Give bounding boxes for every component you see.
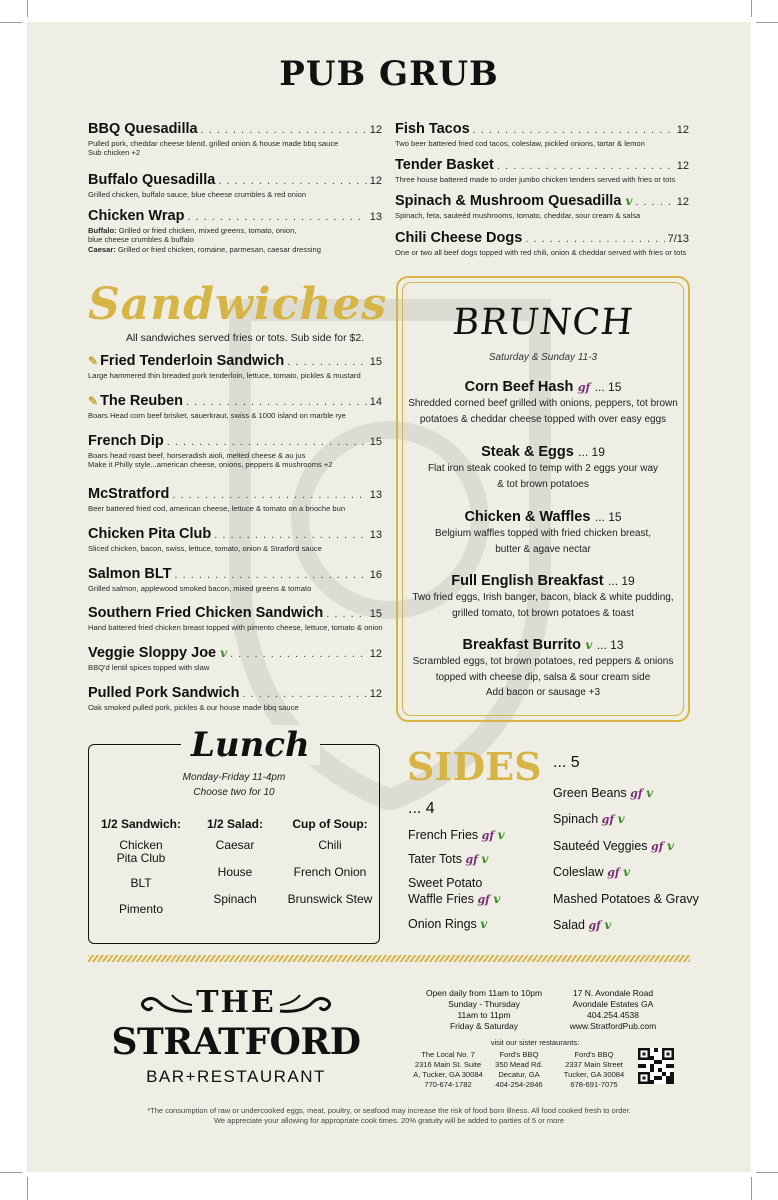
item-name: Fried Tenderloin Sandwich bbox=[100, 353, 285, 369]
menu-item-chicken-pita-club bbox=[88, 527, 382, 553]
item-price: 12 bbox=[676, 124, 689, 136]
side-mashed-potatoes: Mashed Potatoes & Gravy bbox=[553, 892, 699, 906]
pub-grub-title: PUB GRUB bbox=[279, 54, 499, 94]
sandwiches-subtitle: All sandwiches served fries or tots. Sub side for $2. bbox=[126, 332, 365, 344]
item-name: McStratford bbox=[88, 486, 170, 502]
sides-price-right: ... 5 bbox=[553, 754, 580, 771]
menu-item-chicken-wrap bbox=[88, 209, 382, 255]
disclaimer: *The consumption of raw or undercooked eggs, meat, poultry, or seafood may increase the risk of food born illness. All food cooked fresh to order. We appreciate your allowing for appropriate cook times. 20% gratuity will be added to parties of 5 or more bbox=[147, 1106, 631, 1126]
side-sauteed-veggies: Sauteéd Veggies gf v bbox=[553, 839, 674, 853]
item-desc: Pulled pork, cheddar cheese blend, grilled onion & house made bbq sauce Sub chicken +2 bbox=[88, 138, 339, 158]
brunch-item-breakfast-burrito: Breakfast Burrito v ... 13 Scrambled eggs, tot brown potatoes, red peppers & onions topped with cheese dip, salsa & sour cream side Add bacon or sausage +3 bbox=[412, 637, 674, 698]
vegan-icon: v bbox=[497, 828, 505, 842]
item-desc: Buffalo: Grilled or fried chicken, mixed greens, tomato, onion, blue cheese crumbles & buffalo Caesar: Grilled or fried chicken, romaine, parmesan, caesar dressing bbox=[88, 225, 321, 255]
sister-fords-bbq-tucker: Ford's BBQ 2337 Main Street Tucker, GA 30084 678-691-7075 bbox=[563, 1050, 625, 1089]
menu-item-salmon-blt bbox=[88, 567, 382, 593]
vegan-icon: v bbox=[646, 786, 654, 800]
swirl-right-icon bbox=[278, 991, 332, 1015]
side-green-beans: Green Beans gf v bbox=[553, 786, 654, 800]
menu-item-pulled-pork bbox=[88, 686, 382, 712]
vegan-icon: v bbox=[623, 865, 631, 879]
gluten-free-icon: gf bbox=[630, 787, 643, 800]
item-desc: Boars head roast beef, horseradish aioli, melted cheese & au jus Make it Philly style...american cheese, onions, peppers & mushrooms +2 bbox=[88, 450, 333, 470]
side-onion-rings: Onion Rings v bbox=[408, 917, 488, 931]
menu-item-fried-tenderloin bbox=[88, 354, 382, 380]
item-desc: Beer battered fried cod, american cheese, lettuce & tomato on a brioche bun bbox=[88, 503, 346, 513]
gluten-free-icon: gf bbox=[651, 840, 664, 853]
vegan-icon: v bbox=[480, 917, 488, 931]
item-price: 12 bbox=[676, 196, 689, 208]
item-price: 7/13 bbox=[667, 233, 689, 245]
vegan-icon: v bbox=[493, 891, 501, 906]
gluten-free-icon: gf bbox=[588, 919, 601, 932]
item-name: Pulled Pork Sandwich bbox=[88, 685, 240, 701]
side-tater-tots: Tater Tots gf v bbox=[408, 852, 489, 866]
vegan-icon: v bbox=[617, 812, 625, 826]
item-name: French Dip bbox=[88, 433, 164, 449]
gluten-free-icon: gf bbox=[607, 866, 620, 879]
brunch-item-steak-eggs: Steak & Eggs ... 19 Flat iron steak cooked to temp with 2 eggs your way & tot brown potatoes bbox=[427, 444, 659, 490]
item-price: 15 bbox=[369, 356, 382, 368]
item-desc: Grilled chicken, buffalo sauce, blue cheese crumbles & red onion bbox=[88, 189, 307, 199]
lunch-col-soup: Cup of Soup: Chili French Onion Brunswick Stew bbox=[287, 817, 373, 907]
item-name: Veggie Sloppy Joe bbox=[88, 645, 217, 661]
item-desc: Hand battered fried chicken breast topped with pimento cheese, lettuce, tomato & onion bbox=[88, 622, 383, 632]
lunch-box bbox=[88, 725, 380, 944]
gold-divider bbox=[88, 955, 690, 962]
side-french-fries: French Fries gf v bbox=[408, 828, 505, 842]
item-desc: BBQ'd lentil spices topped with slaw bbox=[88, 662, 210, 672]
sandwiches-title: Sandwiches bbox=[88, 279, 388, 330]
item-name: Spinach & Mushroom Quesadilla bbox=[395, 193, 622, 209]
address: 17 N. Avondale Road Avondale Estates GA 404.254.4538 www.StratfordPub.com bbox=[569, 988, 657, 1031]
vegan-icon: v bbox=[666, 839, 674, 853]
item-name: Southern Fried Chicken Sandwich bbox=[88, 605, 324, 621]
item-desc: Sliced chicken, bacon, swiss, lettuce, tomato, onion & Stratford sauce bbox=[88, 543, 322, 553]
menu-item-the-reuben bbox=[88, 394, 382, 420]
side-spinach: Spinach gf v bbox=[553, 812, 625, 826]
item-price: 14 bbox=[369, 396, 382, 408]
vegan-icon: v bbox=[220, 646, 228, 660]
item-price: 15 bbox=[369, 436, 382, 448]
item-price: 13 bbox=[369, 529, 382, 541]
gluten-free-icon: gf bbox=[465, 853, 478, 866]
item-price: 13 bbox=[369, 211, 382, 223]
item-name: Chicken Wrap bbox=[88, 208, 185, 224]
item-desc: Large hammered thin breaded pork tenderloin, lettuce, tomato, pickles & mustard bbox=[88, 370, 361, 380]
side-sweet-potato-waffle-fries: Sweet Potato Waffle Fries gf v bbox=[408, 876, 501, 906]
item-desc: Two beer battered fried cod tacos, coleslaw, pickled onions, tartar & lemon bbox=[395, 138, 645, 148]
lunch-subtitle: Monday-Friday 11-4pm Choose two for 10 bbox=[182, 772, 286, 798]
menu-item-bbq-quesadilla bbox=[88, 122, 382, 158]
vegan-icon: v bbox=[625, 194, 633, 208]
hours: Open daily from 11am to 10pm Sunday - Thursday 11am to 11pm Friday & Saturday bbox=[425, 988, 543, 1031]
brunch-title: BRUNCH bbox=[450, 302, 636, 343]
menu-item-mcstratford bbox=[88, 487, 382, 513]
menu-item-buffalo-quesadilla bbox=[88, 173, 382, 199]
item-name: The Reuben bbox=[100, 393, 184, 409]
item-name: Chili Cheese Dogs bbox=[395, 230, 523, 246]
vegan-icon: v bbox=[604, 918, 612, 932]
logo-tagline: BAR+RESTAURANT bbox=[146, 1067, 326, 1086]
item-price: 13 bbox=[369, 489, 382, 501]
item-price: 12 bbox=[369, 648, 382, 660]
sides-price-left: ... 4 bbox=[408, 800, 435, 817]
gluten-free-icon: gf bbox=[481, 829, 495, 842]
item-desc: Boars Head corn beef brisket, sauerkraut, swiss & 1000 island on marble rye bbox=[88, 410, 346, 420]
lunch-title: Lunch bbox=[181, 725, 320, 765]
item-name: Chicken Pita Club bbox=[88, 526, 212, 542]
brunch-item-chicken-waffles: Chicken & Waffles ... 15 Belgium waffles topped with fried chicken breast, butter & agave nectar bbox=[434, 509, 652, 555]
item-name: Buffalo Quesadilla bbox=[88, 172, 216, 188]
menu-item-veggie-sloppy-joe bbox=[88, 646, 382, 672]
item-name: Salmon BLT bbox=[88, 566, 172, 582]
item-desc: One or two all beef dogs topped with red chili, onion & cheddar served with fries or tots bbox=[395, 247, 687, 257]
menu-item-tender-basket bbox=[395, 158, 689, 184]
sister-label: visit our sister restaurants: bbox=[490, 1038, 580, 1047]
brunch-item-corn-beef-hash: Corn Beef Hash gf ... 15 Shredded corned beef grilled with onions, peppers, tot brown potatoes & cheddar cheese topped with over easy eggs bbox=[408, 379, 678, 425]
feather-icon: ✎ bbox=[88, 394, 99, 408]
lunch-col-sandwich: 1/2 Sandwich: Chicken Pita Club BLT Pimento bbox=[100, 817, 182, 916]
brunch-item-full-english: Full English Breakfast ... 19 Two fried eggs, Irish banger, bacon, black & white pudding, grilled tomato, tot brown potatoes & toast bbox=[412, 573, 674, 619]
gluten-free-icon: gf bbox=[477, 892, 490, 906]
vegan-icon: v bbox=[585, 638, 593, 652]
menu-item-french-dip bbox=[88, 434, 382, 470]
item-price: 12 bbox=[369, 688, 382, 700]
sister-fords-bbq-decatur: Ford's BBQ 350 Mead Rd. Decatur, GA 404-254-2846 bbox=[495, 1050, 543, 1089]
menu-item-spinach-mushroom-quesadilla bbox=[395, 194, 689, 220]
side-coleslaw: Coleslaw gf v bbox=[553, 865, 631, 879]
side-salad: Salad gf v bbox=[553, 918, 612, 932]
gluten-free-icon: gf bbox=[601, 813, 615, 826]
feather-icon: ✎ bbox=[88, 354, 99, 368]
item-price: 12 bbox=[369, 124, 382, 136]
gluten-free-icon: gf bbox=[577, 381, 591, 394]
sides-title: SIDES bbox=[407, 744, 542, 789]
vegan-icon: v bbox=[481, 852, 489, 866]
lunch-col-salad: 1/2 Salad: Caesar House Spinach bbox=[206, 817, 264, 907]
item-name: BBQ Quesadilla bbox=[88, 121, 198, 137]
item-price: 12 bbox=[369, 175, 382, 187]
sister-local-no7: The Local No. 7 2316 Main St. Suite A, Tucker, GA 30084 770-674-1782 bbox=[413, 1050, 483, 1089]
logo-the: THE bbox=[196, 985, 276, 1020]
item-name: Tender Basket bbox=[395, 157, 494, 173]
item-price: 16 bbox=[369, 569, 382, 581]
item-price: 12 bbox=[676, 160, 689, 172]
menu-item-chili-cheese-dogs bbox=[395, 231, 689, 257]
item-price: 15 bbox=[369, 608, 382, 620]
logo-name: STRATFORD bbox=[111, 1021, 361, 1063]
menu-item-southern-fried-chicken bbox=[88, 606, 382, 632]
item-desc: Spinach, feta, sauteéd mushrooms, tomato, cheddar, sour cream & salsa bbox=[395, 210, 641, 220]
item-desc: Three house battered made to order jumbo chicken tenders served with fries or tots bbox=[395, 174, 676, 184]
brunch-box bbox=[396, 276, 690, 722]
brunch-subtitle: Saturday & Sunday 11-3 bbox=[488, 352, 598, 363]
item-desc: Oak smoked pulled pork, pickles & our house made bbq sauce bbox=[88, 702, 299, 712]
menu-item-fish-tacos bbox=[395, 122, 689, 148]
qr-code-icon[interactable] bbox=[638, 1048, 674, 1084]
item-desc: Grilled salmon, applewood smoked bacon, mixed greens & tomato bbox=[88, 583, 312, 593]
item-name: Fish Tacos bbox=[395, 121, 470, 137]
